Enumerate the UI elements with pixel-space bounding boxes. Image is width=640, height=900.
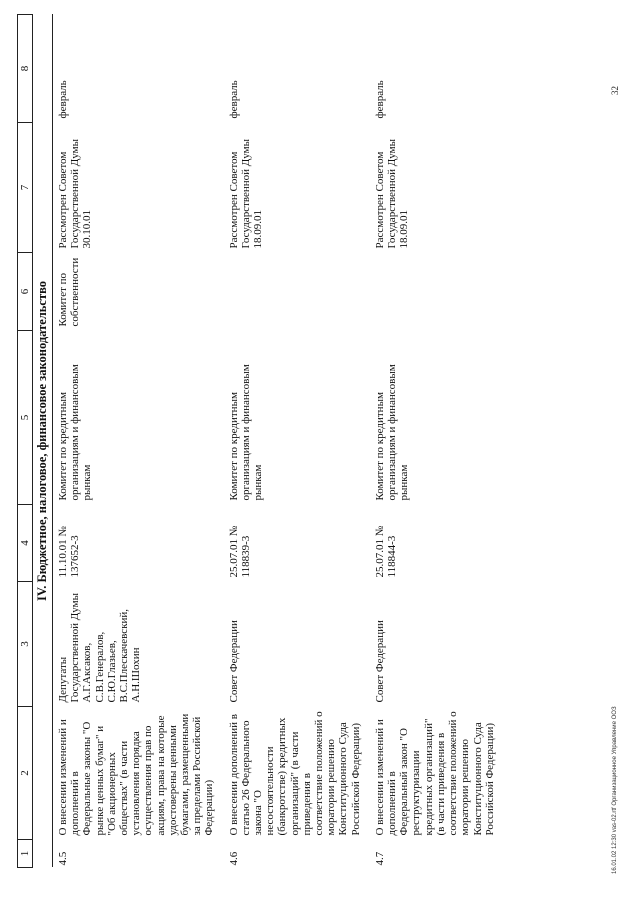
table-row (53, 15, 224, 868)
row-number: 4.7 (373, 851, 386, 866)
row-number: 4.5 (57, 851, 69, 866)
page-number: 32 (610, 86, 620, 95)
responsible-committee: Комитет по кредитным организациям и финансовым рынкам (373, 364, 411, 501)
column-header: 8 (18, 15, 33, 123)
bill-initiator: Депутаты Государственной Думы А.Г.Аксаков, С.В.Генералов, С.Ю.Глазьев, В.С.Плескачевский, А.Н.Шохин (57, 592, 143, 703)
section-row (33, 15, 53, 868)
column-header: 6 (18, 253, 33, 331)
bill-status: Рассмотрен Советом Государственной Думы 18.09.01 (227, 138, 265, 249)
co-committee: Комитет по собственности (57, 257, 82, 327)
column-header: 2 (18, 707, 33, 840)
column-header: 7 (18, 123, 33, 253)
bill-status: Рассмотрен Советом Государственной Думы 18.09.01 (373, 138, 411, 249)
planned-month: февраль (227, 80, 240, 119)
column-header: 5 (18, 331, 33, 505)
bill-status: Рассмотрен Советом Государственной Думы 30.10.01 (57, 138, 94, 249)
table-row (224, 15, 370, 868)
column-header-row (18, 15, 33, 868)
bill-title: О внесении дополнений в статью 26 Федерального закона "О несостоятельности (банкротстве) кредитных организаций" (в части приведения в соответствие положений о моратории решению Конституционного Суда Российской Федерации) (227, 711, 362, 836)
row-number: 4.6 (227, 851, 240, 866)
column-header: 1 (18, 840, 33, 868)
column-header: 4 (18, 505, 33, 582)
bill-title: О внесении изменений и дополнений в Федеральный закон "О реструктуризации кредитных организаций" (в части приведения в соответствие положений о моратории решению Конституционного Суда Российской Федерации) (373, 711, 496, 836)
co-committee (370, 253, 504, 331)
section-title: IV. Бюджетное, налоговое, финансовое законодательство (33, 15, 53, 868)
file-footer: 16.01.02 12:30 vas-02.rtf Организационное Управление ООЗ (612, 706, 618, 874)
bill-date: 11.10.01 № 137652-3 (57, 526, 82, 578)
bill-initiator: Совет Федерации (373, 620, 386, 703)
co-committee (224, 253, 370, 331)
table-row (370, 15, 504, 868)
responsible-committee: Комитет по кредитным организациям и финансовым рынкам (227, 364, 265, 501)
bill-date: 25.07.01 № 118839-3 (227, 525, 252, 578)
legislation-table (17, 14, 504, 868)
planned-month: февраль (57, 80, 69, 119)
bill-date: 25.07.01 № 118844-3 (373, 525, 399, 578)
planned-month: февраль (373, 80, 386, 119)
responsible-committee: Комитет по кредитным организациям и финансовым рынкам (57, 364, 94, 501)
bill-initiator: Совет Федерации (227, 620, 240, 703)
column-header: 3 (18, 582, 33, 707)
bill-title: О внесении изменений и дополнений в Федеральные законы "О рынке ценных бумаг" и "Об акционерных обществах" (в части установления порядка осуществления прав по акциям, права на которые удостоверены ценными бумагами, размещенными за пределами Российской Федерации) (57, 713, 216, 836)
